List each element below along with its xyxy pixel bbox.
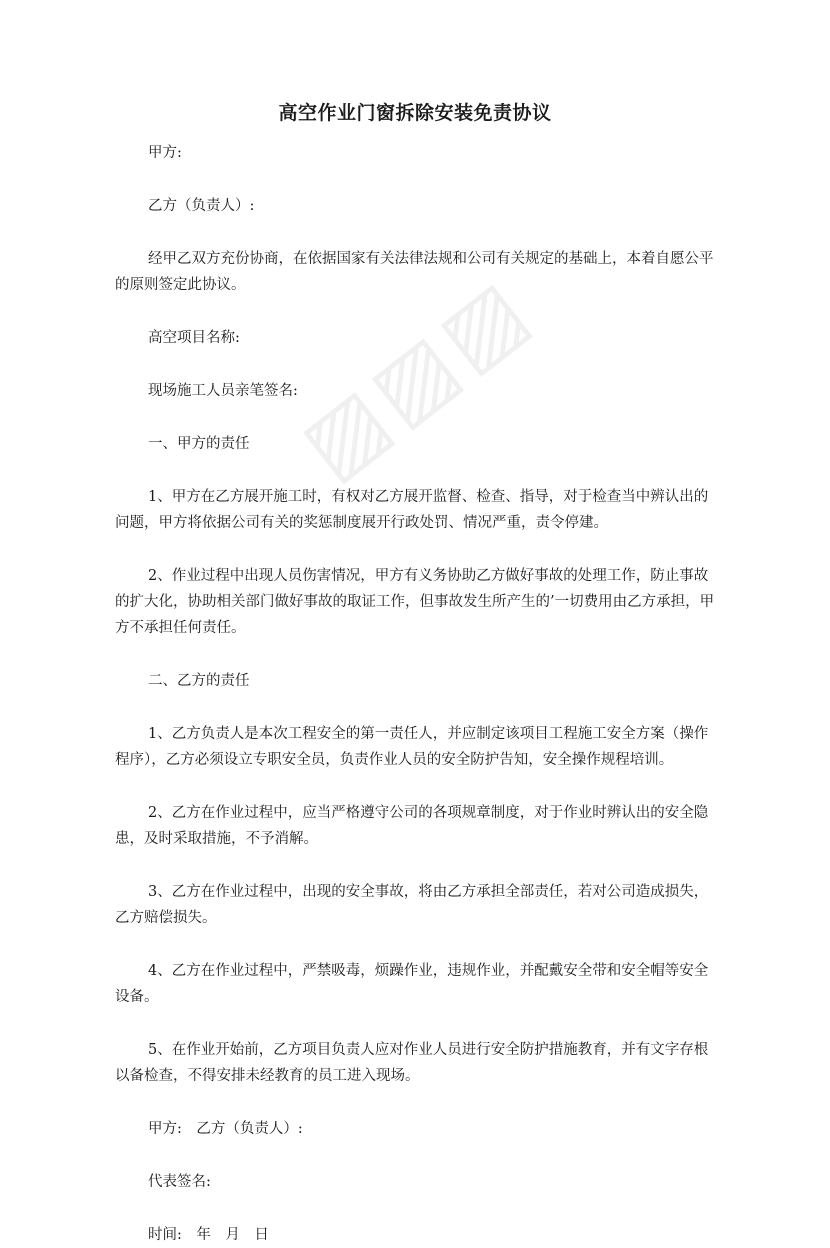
worker-signature-line: 现场施工人员亲笔签名: bbox=[148, 383, 298, 399]
document-body bbox=[115, 140, 715, 1248]
section-heading-party-b: 二、乙方的责任 bbox=[148, 673, 250, 689]
clause-a-1: 1、甲方在乙方展开施工时，有权对乙方展开监督、检查、指导，对于检查当中辨认出的问题，甲方将依据公司有关的奖惩制度展开行政处罚、情况严重，责令停建。 bbox=[115, 489, 709, 531]
clause-b-4: 4、乙方在作业过程中，严禁吸毒，烦躁作业，违规作业，并配戴安全带和安全帽等安全设备。 bbox=[115, 963, 709, 1005]
document-title: 高空作业门窗拆除安装免责协议 bbox=[278, 102, 552, 124]
project-name-line: 高空项目名称: bbox=[148, 330, 240, 346]
clause-b-3: 3、乙方在作业过程中，出现的安全事故，将由乙方承担全部责任，若对公司造成损失，乙方赔偿损失。 bbox=[115, 884, 709, 926]
party-b-line: 乙方（负责人）: bbox=[148, 198, 255, 214]
clause-b-1: 1、乙方负责人是本次工程安全的第一责任人，并应制定该项目工程施工安全方案（操作程序），乙方必须设立专职安全员，负责作业人员的安全防护告知，安全操作规程培训。 bbox=[115, 726, 709, 768]
clause-b-5: 5、在作业开始前，乙方项目负责人应对作业人员进行安全防护措施教育，并有文字存根以备检查，不得安排未经教育的员工进入现场。 bbox=[115, 1042, 709, 1084]
section-heading-party-a: 一、甲方的责任 bbox=[148, 436, 250, 452]
intro-paragraph: 经甲乙双方充份协商，在依据国家有关法律法规和公司有关规定的基础上，本着自愿公平的原则签定此协议。 bbox=[115, 251, 714, 293]
watermark: ▨▨▨ bbox=[282, 257, 551, 498]
representative-signature-line: 代表签名: bbox=[148, 1174, 211, 1190]
signatures-line: 甲方: 乙方（负责人）: bbox=[148, 1121, 303, 1137]
clause-a-2: 2、作业过程中出现人员伤害情况，甲方有义务协助乙方做好事故的处理工作，防止事故的扩大化，协助相关部门做好事故的取证工作，但事故发生所产生的’一切费用由乙方承担，甲方不承担任何责任。 bbox=[115, 568, 715, 636]
clause-b-2: 2、乙方在作业过程中，应当严格遵守公司的各项规章制度，对于作业时辨认出的安全隐患，及时采取措施，不予消解。 bbox=[115, 805, 709, 847]
party-a-line: 甲方: bbox=[148, 145, 182, 161]
date-line: 时间: 年 月 日 bbox=[148, 1227, 269, 1243]
